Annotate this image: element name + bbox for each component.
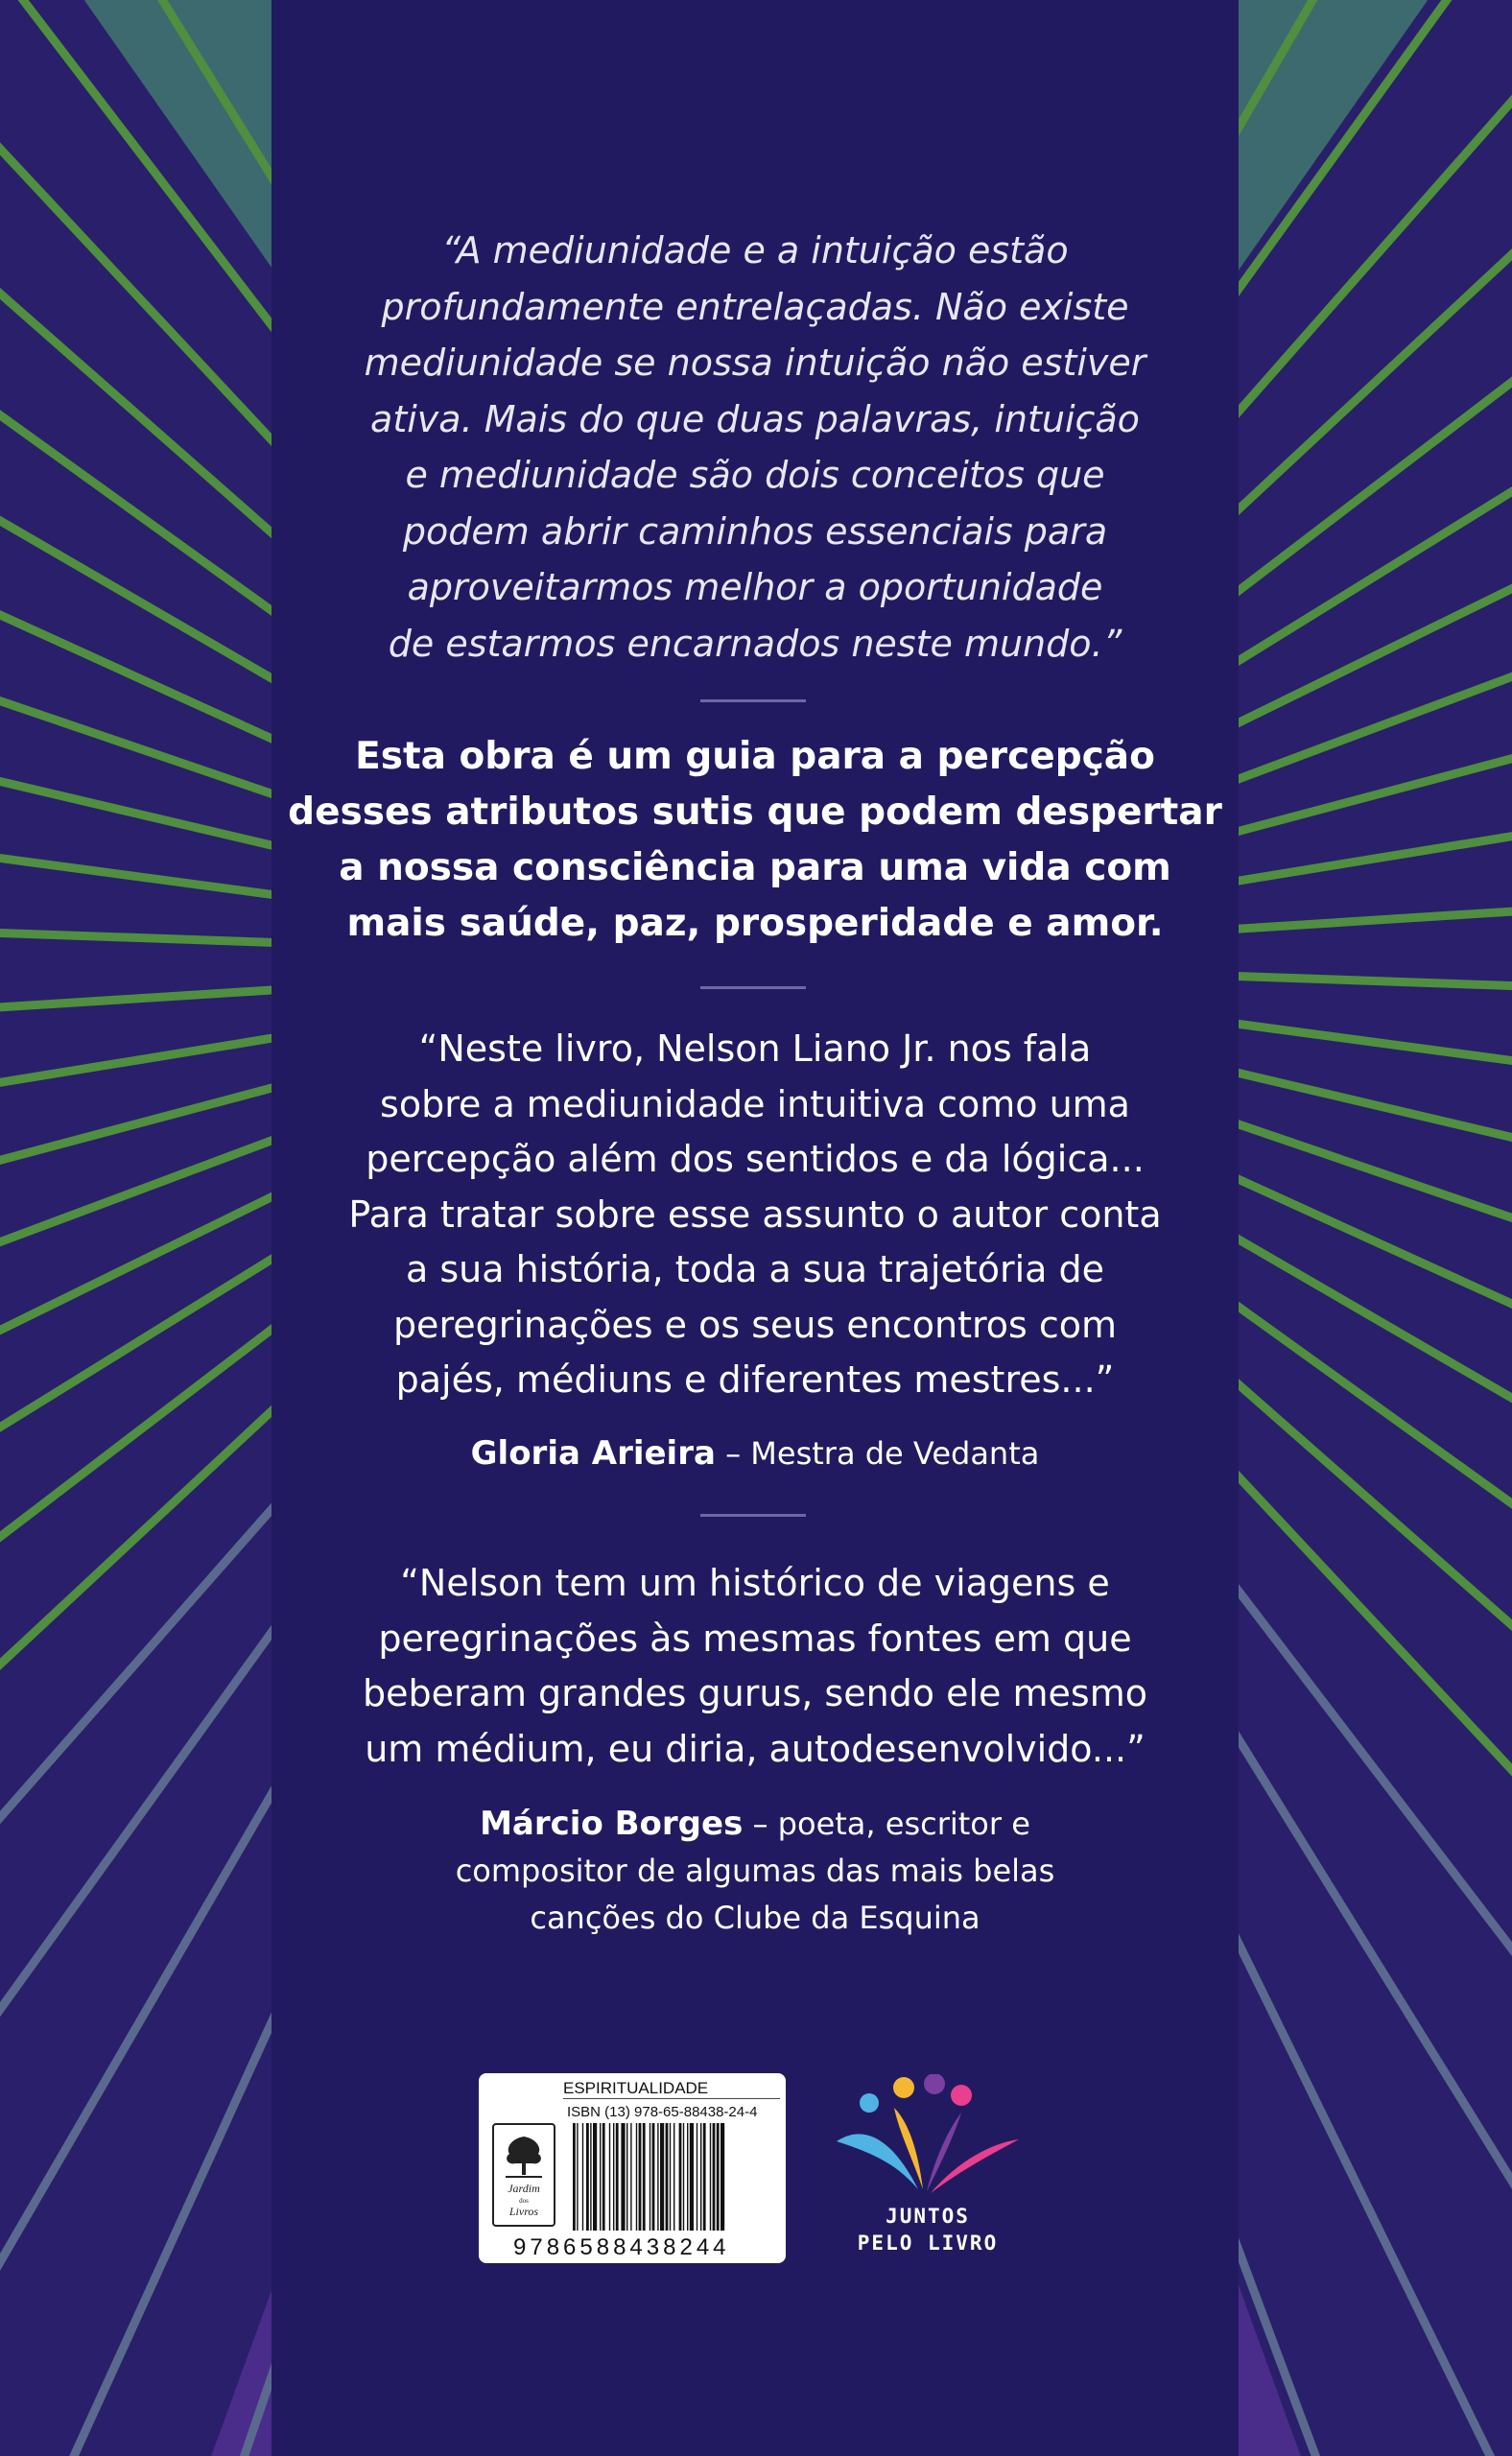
juntos-line2: PELO LIVRO (857, 2232, 999, 2255)
barcode-bar (639, 2123, 642, 2231)
svg-text:dos: dos (519, 2197, 529, 2205)
barcode-bar (657, 2123, 658, 2231)
barcode-bar (673, 2123, 674, 2231)
barcode-bar (586, 2123, 589, 2231)
barcode-bar (721, 2123, 724, 2231)
testimonial-attribution (272, 1429, 1239, 1477)
barcode-bar (590, 2123, 591, 2231)
barcode-bar (687, 2123, 688, 2231)
divider (563, 2098, 780, 2099)
testimonial-author: Gloria Arieira (470, 1434, 716, 1473)
barcode-bar (616, 2123, 619, 2231)
barcode-bar (652, 2123, 655, 2231)
barcode-bar (717, 2123, 720, 2231)
testimonial-quote: “Nelson tem um histórico de viagens e peregrinações às mesmas fontes em que beberam grandes gurus, sendo ele mesmo um médium, eu diria, autodesenvolvido...” (363, 1562, 1147, 1770)
publisher-logo (492, 2123, 555, 2227)
barcode-bar (636, 2123, 637, 2231)
barcode-bar (573, 2123, 576, 2231)
barcode-bar (700, 2123, 701, 2231)
barcode-bar (602, 2123, 605, 2231)
barcode-number: 9786588438244 (513, 2234, 730, 2260)
testimonial-attribution (272, 1801, 1239, 1942)
testimonial-quote: “Neste livro, Nelson Liano Jr. nos fala sobre a mediunidade intuitiva como uma percepção além dos sentidos e da lógica... Para tratar sobre esse assunto o autor conta a sua história, toda a sua trajetória de peregrinações e os seus encontros com pajés, médiuns e diferentes mestres...” (348, 1027, 1162, 1401)
barcode-bar (710, 2123, 711, 2231)
testimonial-author-role: – Mestra de Vedanta (715, 1435, 1040, 1472)
testimonial-author: Márcio Borges (480, 1805, 744, 1843)
barcode-bar (626, 2123, 627, 2231)
divider (700, 1514, 806, 1517)
barcode-bar (660, 2123, 664, 2231)
barcode-bar (713, 2123, 716, 2231)
isbn-label: ISBN (13) 978-65-88438-24-4 (567, 2104, 758, 2120)
intro-quote: “A mediunidade e a intuição estão profundamente entrelaçadas. Não existe mediunidade se nossa intuição não estiver ativa. Mais do que duas palavras, intuição e mediunidade são dois conceitos que podem abrir caminhos essenciais para aproveitarmos melhor a oportunidade de estarmos encarnados neste mundo.” (364, 229, 1146, 665)
divider (700, 699, 806, 702)
barcode-bar (683, 2123, 684, 2231)
barcode-bar (593, 2123, 597, 2231)
barcode-bar (582, 2123, 583, 2231)
testimonial-author-role: compositor de algumas das mais belas (455, 1853, 1055, 1889)
barcode-bars (571, 2123, 776, 2231)
svg-text:Jardim: Jardim (508, 2182, 540, 2195)
barcode-category: ESPIRITUALIDADE (563, 2079, 709, 2097)
barcode-bar (679, 2123, 682, 2231)
book-blurb: Esta obra é um guia para a percepção desses atributos sutis que podem despertar a nossa consciência para uma vida com mais saúde, paz, prosperidade e amor. (288, 735, 1222, 945)
barcode-bar (613, 2123, 614, 2231)
barcode-bar (609, 2123, 610, 2231)
svg-text:Livros: Livros (508, 2205, 539, 2218)
barcode-bar (703, 2123, 706, 2231)
barcode-bar (621, 2123, 625, 2231)
barcode-bar (600, 2123, 601, 2231)
barcode-bar (666, 2123, 669, 2231)
testimonial-author-role: canções do Clube da Esquina (530, 1900, 980, 1936)
barcode-bar (577, 2123, 578, 2231)
juntos-logo-text (827, 2203, 1028, 2256)
barcode-bar (630, 2123, 631, 2231)
barcode-bar (670, 2123, 671, 2231)
isbn-barcode-box (479, 2073, 786, 2263)
barcode-bar (690, 2123, 694, 2231)
juntos-line1: JUNTOS (886, 2205, 970, 2228)
barcode-bar (643, 2123, 646, 2231)
divider (700, 986, 806, 989)
testimonial-author-role: – poeta, escritor e (743, 1806, 1030, 1842)
